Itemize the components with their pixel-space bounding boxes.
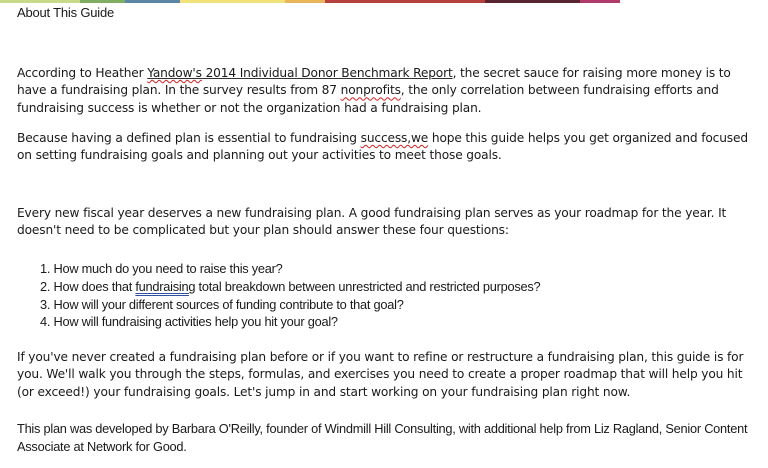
- list-item: 4. How will fundraising activities help you hit your goal?: [40, 314, 338, 330]
- list-item: 2. How does that fundraising total breakdown between unrestricted and restricted purposes?: [40, 278, 541, 294]
- refine-paragraph: If you've never created a fundraising plan before or if you want to refine or restructure a fundraising plan, this guide is for you. We'll walk you through the steps, formulas, and exercises you need to create a proper roadmap that will help you hit (or exceed!) your fundraising goals. Let's jump in and start working on your fundraising plan right now.: [17, 350, 744, 399]
- list-item: 3. How will your different sources of funding contribute to that goal?: [40, 296, 404, 312]
- color-segment-7: [485, 0, 580, 3]
- color-segment-3: [125, 0, 180, 3]
- grammar-mark-fundraising: fundraising: [135, 278, 196, 294]
- plan-paragraph: Because having a defined plan is essential to fundraising success,we hope this guide helps you get organized and focused on setting fundraising goals and planning out your activities to meet those goals.: [17, 131, 748, 163]
- header-color-bar: [0, 0, 620, 3]
- questions-list: [40, 260, 540, 331]
- color-segment-6: [325, 0, 485, 3]
- spellcheck-success: success,we: [360, 131, 429, 145]
- list-item: 1. How much do you need to raise this year?: [40, 261, 283, 276]
- page-title: About This Guide: [17, 5, 115, 20]
- color-segment-2: [80, 0, 125, 3]
- color-segment-5: [285, 0, 325, 3]
- color-segment-1: [0, 0, 80, 3]
- intro-paragraph: According to Heather Yandow's 2014 Individual Donor Benchmark Report, the secret sauce for raising more money is to have a fundraising plan. In the survey results from 87 nonprofits, the only correlation between fundraising efforts and fundraising success is whether or not the organization had a fundraising plan.: [17, 66, 731, 115]
- credits-paragraph: This plan was developed by Barbara O'Reilly, founder of Windmill Hill Consulting, with additional help from Liz Ragland, Senior Content Associate at Network for Good.: [17, 421, 748, 454]
- color-segment-4: [180, 0, 285, 3]
- color-segment-8: [580, 0, 620, 3]
- fiscal-paragraph: Every new fiscal year deserves a new fundraising plan. A good fundraising plan serves as your roadmap for the year. It doesn't need to be complicated but your plan should answer these four questions:: [17, 206, 727, 238]
- spellcheck-nonprofits: nonprofits: [340, 83, 401, 98]
- report-link[interactable]: Yandow's 2014 Individual Donor Benchmark Report: [147, 66, 453, 80]
